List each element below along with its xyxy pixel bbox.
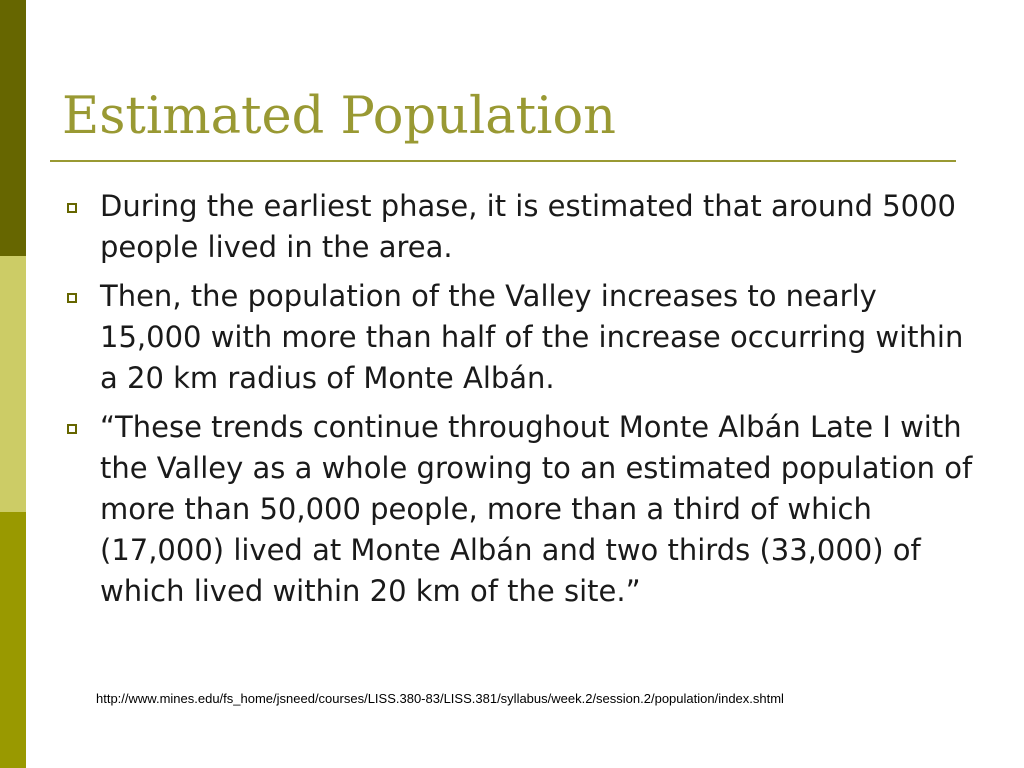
bullet-text: Then, the population of the Valley increases to nearly 15,000 with more than half of the increase occurring within a 20 km radius of Monte Albán.: [100, 279, 964, 395]
sidebar-segment-bottom: [0, 512, 26, 768]
title-underline: [50, 160, 956, 162]
sidebar-segment-middle: [0, 256, 26, 512]
bullet-list: [64, 186, 974, 620]
slide-title: Estimated Population: [62, 87, 617, 146]
hollow-square-bullet-icon: [67, 424, 77, 434]
bullet-text: During the earliest phase, it is estimated that around 5000 people lived in the area.: [100, 189, 957, 264]
bullet-item: [64, 407, 974, 612]
bullet-item: [64, 186, 974, 268]
hollow-square-bullet-icon: [67, 293, 77, 303]
sidebar-segment-top: [0, 0, 26, 256]
source-url: http://www.mines.edu/fs_home/jsneed/courses/LISS.380-83/LISS.381/syllabus/week.2/session.2/population/index.shtml: [96, 691, 784, 706]
bullet-text: “These trends continue throughout Monte Albán Late I with the Valley as a whole growing to an estimated population of more than 50,000 people, more than a third of which (17,000) lived at Monte Albán and two thirds (33,000) of which lived within 20 km of the site.”: [100, 410, 973, 608]
hollow-square-bullet-icon: [67, 203, 77, 213]
bullet-item: [64, 276, 974, 399]
